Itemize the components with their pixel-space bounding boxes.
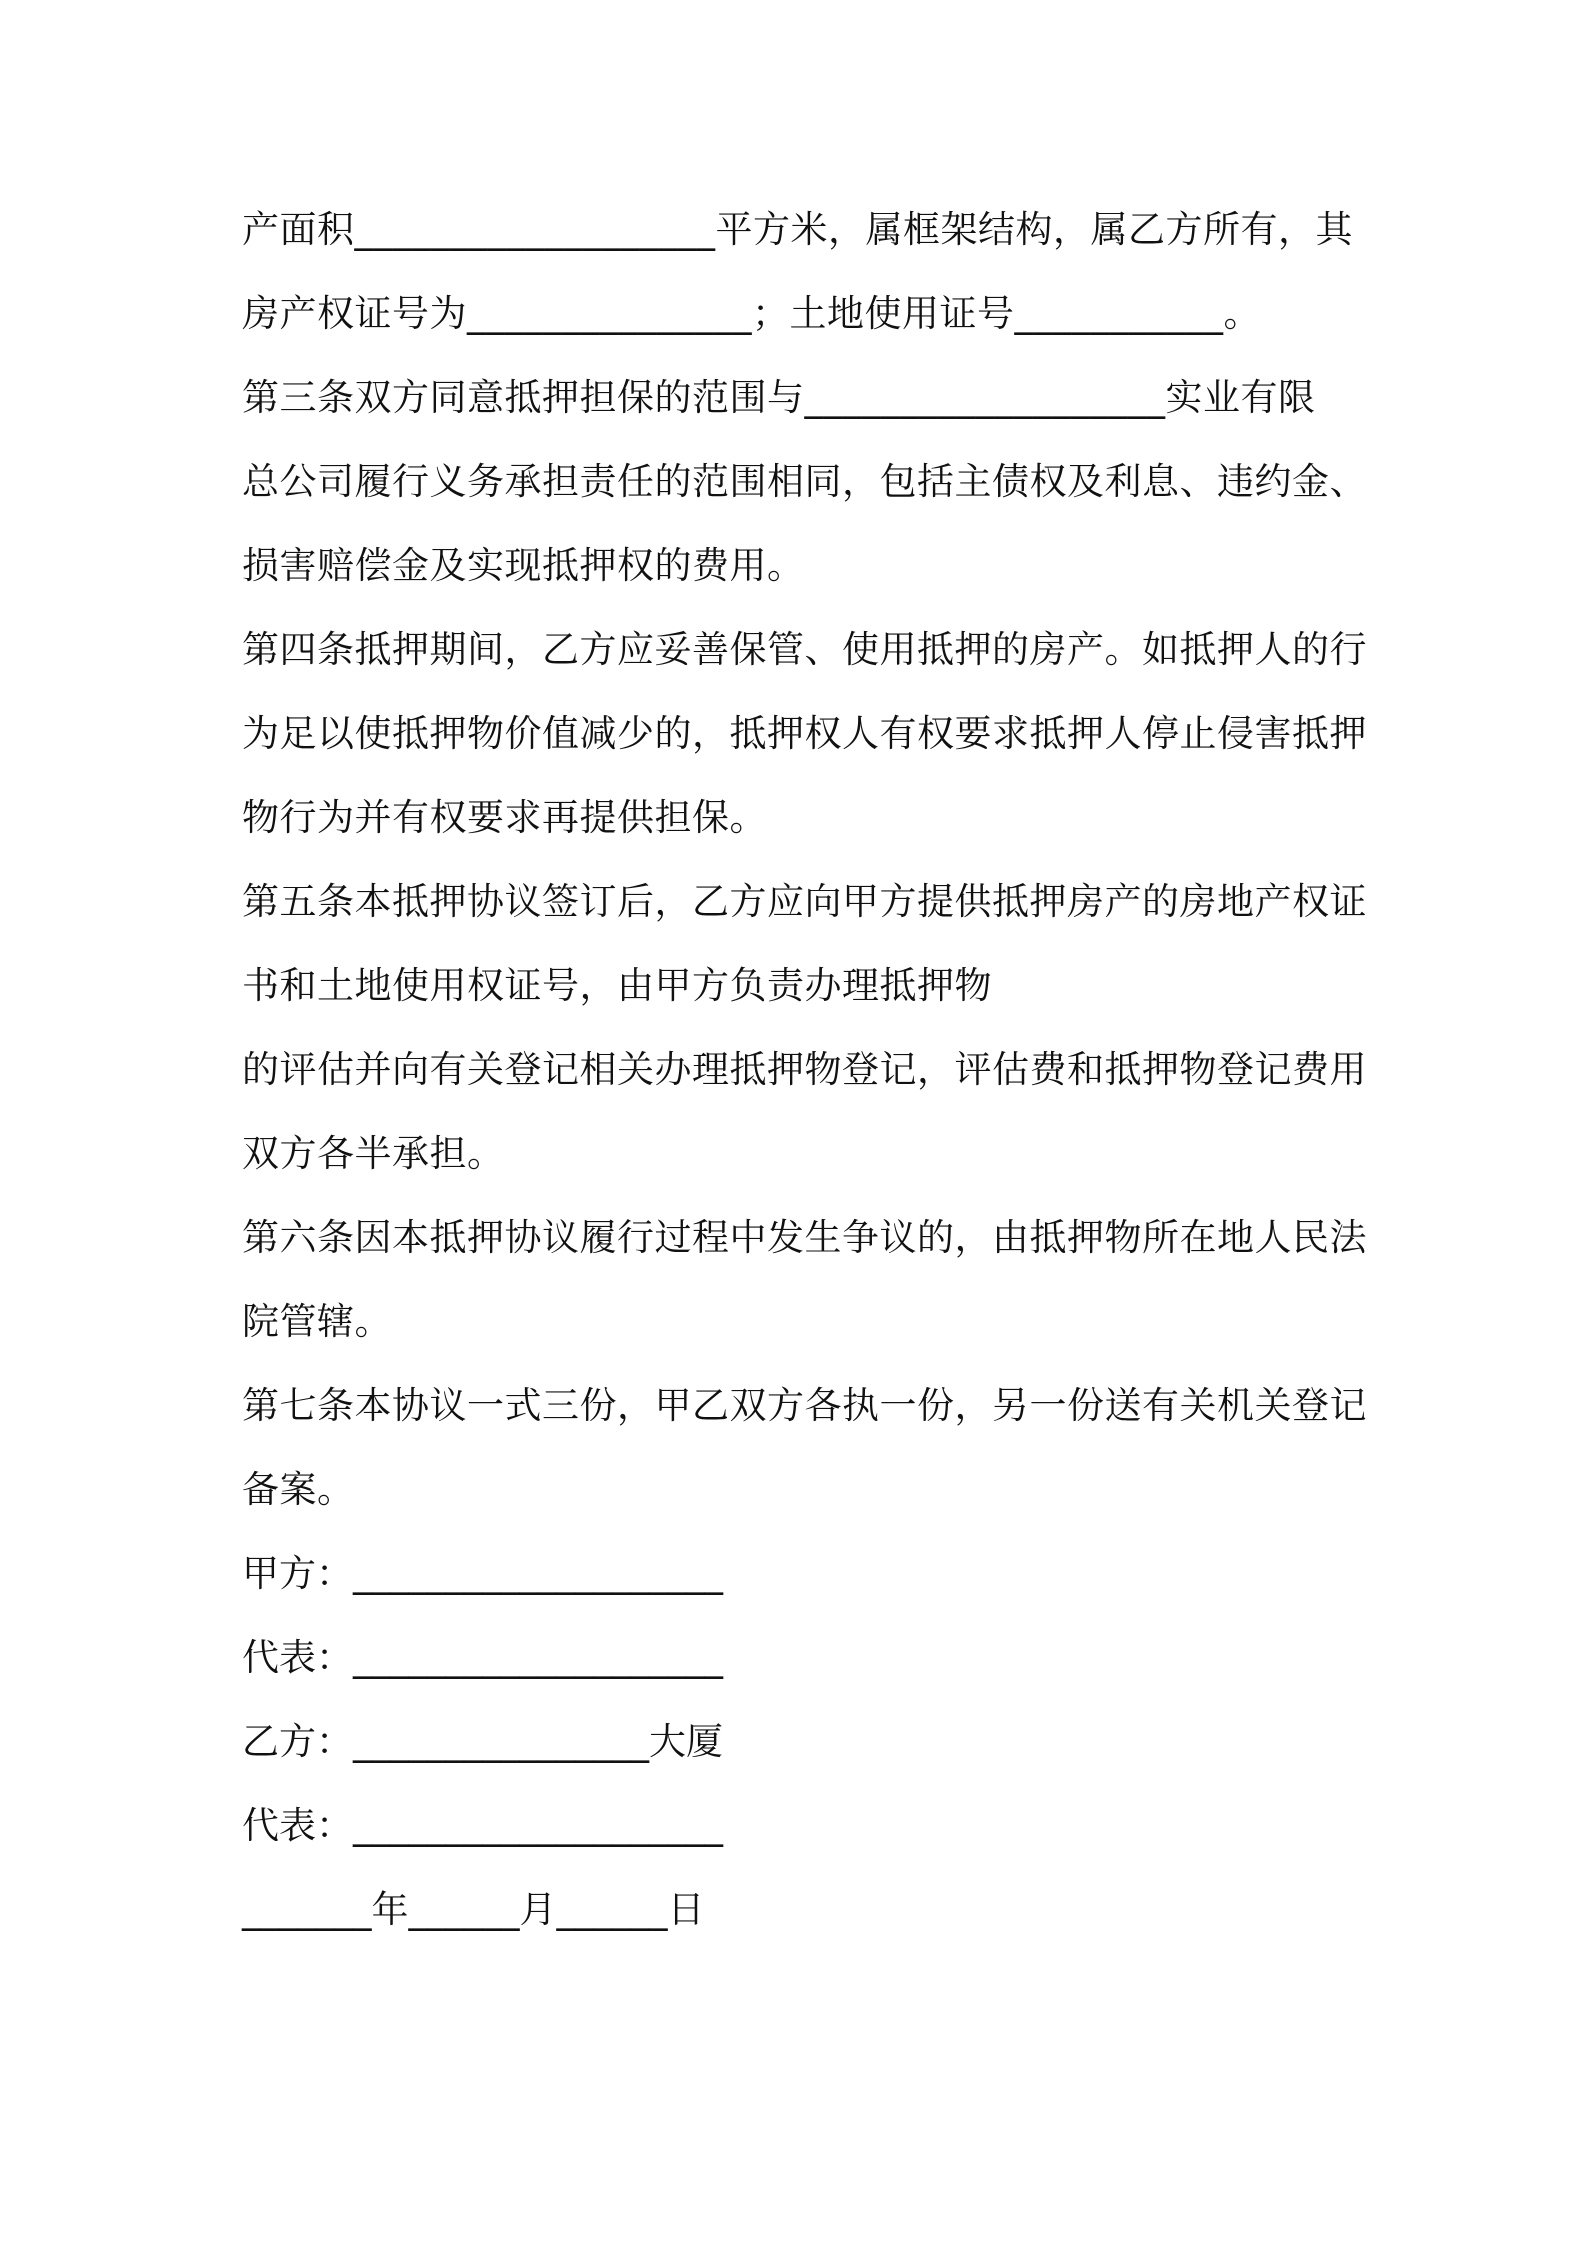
clause-7-line: 第七条本协议一式三份，甲乙双方各执一份，另一份送有关机关登记 bbox=[242, 1384, 1367, 1427]
clause-5-line: 第五条本抵押协议签订后，乙方应向甲方提供抵押房产的房地产权证 bbox=[242, 880, 1367, 923]
party-b-signature-line: 乙方：________________大厦 bbox=[242, 1720, 723, 1763]
body-line: 院管辖。 bbox=[242, 1300, 392, 1343]
body-line: 物行为并有权要求再提供担保。 bbox=[242, 796, 767, 839]
body-line: 产面积___________________平方米，属框架结构，属乙方所有，其 bbox=[242, 208, 1353, 251]
clause-6-line: 第六条因本抵押协议履行过程中发生争议的，由抵押物所在地人民法 bbox=[242, 1216, 1367, 1259]
body-line: 备案。 bbox=[242, 1468, 355, 1511]
party-b-representative-line: 代表：____________________ bbox=[242, 1804, 723, 1847]
body-line: 损害赔偿金及实现抵押权的费用。 bbox=[242, 544, 805, 587]
party-a-signature-line: 甲方：____________________ bbox=[242, 1552, 723, 1595]
body-line: 为足以使抵押物价值减少的，抵押权人有权要求抵押人停止侵害抵押 bbox=[242, 712, 1367, 755]
body-line: 总公司履行义务承担责任的范围相同，包括主债权及利息、违约金、 bbox=[242, 460, 1367, 503]
body-line: 房产权证号为_______________；土地使用证号___________。 bbox=[242, 292, 1261, 335]
clause-4-line: 第四条抵押期间，乙方应妥善保管、使用抵押的房产。如抵押人的行 bbox=[242, 628, 1367, 671]
date-line: _______年______月______日 bbox=[242, 1888, 705, 1931]
body-line: 双方各半承担。 bbox=[242, 1132, 505, 1175]
body-line: 的评估并向有关登记相关办理抵押物登记，评估费和抵押物登记费用 bbox=[242, 1048, 1367, 1091]
body-line: 书和土地使用权证号，由甲方负责办理抵押物 bbox=[242, 964, 992, 1007]
clause-3-line: 第三条双方同意抵押担保的范围与___________________实业有限 bbox=[242, 376, 1316, 419]
party-a-representative-line: 代表：____________________ bbox=[242, 1636, 723, 1679]
